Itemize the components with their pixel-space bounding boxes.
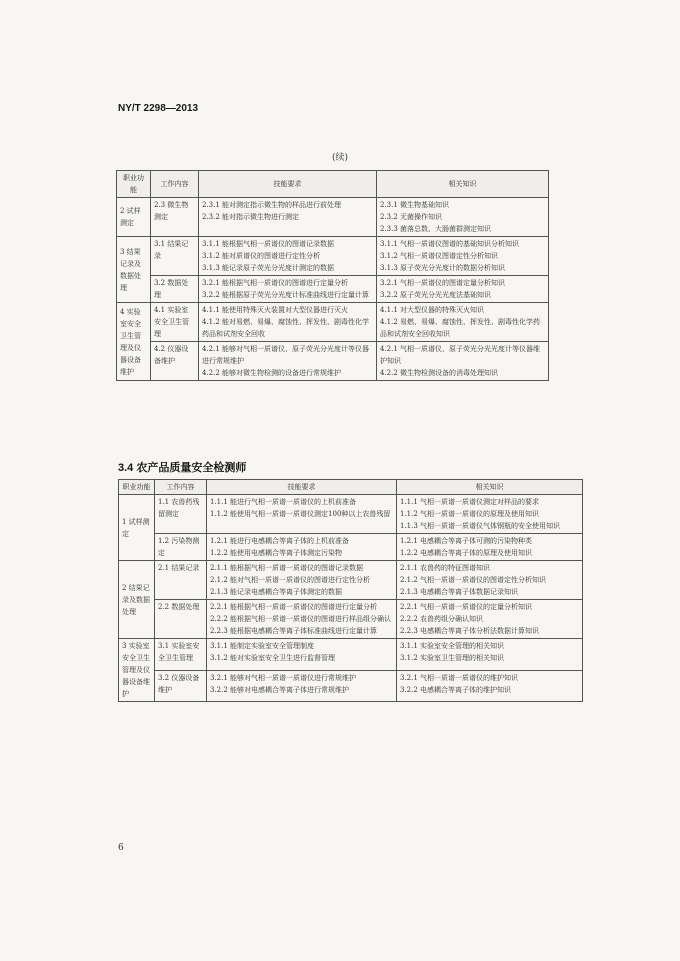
content-cell: 4.2 仪器设备维护 <box>151 342 199 381</box>
knowledge-item: 1.1.1 气相一质谱一质谱仪测定对样品的要求 <box>400 498 540 506</box>
skill-item: 2.2.2 能根据气相一质谱一质谱仪的图谱进行样品组分确认 <box>210 615 392 623</box>
skills-cell <box>199 276 377 303</box>
table-row <box>119 639 583 671</box>
skill-item: 4.2.1 能够对气相一质谱仪、原子荧光分光度计等仪器进行常规维护 <box>202 345 370 365</box>
knowledge-item: 4.1.1 对大型仪器的特殊灭火知识 <box>380 306 485 314</box>
skill-item: 3.1.1 能制定实验室安全管理制度 <box>210 642 315 650</box>
column-header-function: 职业功能 <box>117 171 151 198</box>
knowledge-item: 3.2.2 原子荧光分光光度法基础知识 <box>380 291 492 299</box>
table-row <box>117 342 549 381</box>
skill-item: 3.2.1 能根据气相一质谱仪的图谱进行定量分析 <box>202 279 349 287</box>
content-cell: 3.1 结果记录 <box>151 237 199 276</box>
table-row <box>119 670 583 702</box>
table-row <box>119 600 583 639</box>
content-cell: 4.1 实验室安全卫生管理 <box>151 303 199 342</box>
column-header-function: 职业功能 <box>119 480 155 495</box>
knowledge-item: 1.1.2 气相一质谱一质谱仪的原理及使用知识 <box>400 510 540 518</box>
knowledge-item: 2.3.1 微生物基础知识 <box>380 201 450 209</box>
knowledge-item: 3.1.3 原子荧光分光度计的数据分析知识 <box>380 264 506 272</box>
skill-item: 3.2.2 能够对电感耦合等离子体进行常规维护 <box>210 685 350 694</box>
knowledge-cell <box>377 303 549 342</box>
skill-item: 1.1.1 能进行气相一质谱一质谱仪的上机前准备 <box>210 498 357 506</box>
knowledge-cell <box>397 534 583 561</box>
skill-item: 3.1.3 能记录原子荧光分光度计测定的数据 <box>202 264 335 272</box>
skills-table-inspector <box>118 479 583 702</box>
knowledge-cell <box>377 342 549 381</box>
skill-item: 1.2.2 能使用电感耦合等离子体测定污染物 <box>210 549 343 557</box>
skills-cell <box>199 198 377 237</box>
skill-item: 2.1.3 能记录电感耦合等离子体测定的数据 <box>210 588 343 596</box>
function-cell: 3 实验室安全卫生管理及仪器设备维护 <box>119 639 155 702</box>
table-row <box>117 237 549 276</box>
table-row <box>119 561 583 600</box>
knowledge-cell <box>397 561 583 600</box>
knowledge-item: 3.2.1 气相一质谱仪的图谱定量分析知识 <box>380 279 506 287</box>
knowledge-item: 2.2.1 气相一质谱一质谱仪的定量分析知识 <box>400 603 533 611</box>
skill-item: 3.2.2 能根据原子荧光分光度计标准曲线进行定量计算 <box>202 291 370 299</box>
table-row <box>119 534 583 561</box>
skill-item: 2.2.3 能根据电感耦合等离子体标准曲线进行定量计算 <box>210 627 378 635</box>
skills-cell <box>207 639 397 671</box>
function-cell: 2 结果记录及数据处理 <box>119 561 155 639</box>
knowledge-item: 4.2.1 气相一质谱仪、原子荧光分光光度计等仪器维护知识 <box>380 345 541 365</box>
skills-cell <box>199 237 377 276</box>
knowledge-item: 2.1.3 电感耦合等离子体数据记录知识 <box>400 588 519 596</box>
column-header-skills: 技能要求 <box>207 480 397 495</box>
column-header-content: 工作内容 <box>155 480 207 495</box>
knowledge-item: 2.3.2 无菌操作知识 <box>380 213 443 221</box>
knowledge-item: 3.2.2 电感耦合等离子体的维护知识 <box>400 685 512 694</box>
skills-cell <box>207 534 397 561</box>
content-cell: 2.3 微生物测定 <box>151 198 199 237</box>
knowledge-item: 3.2.1 气相一质谱一质谱仪的维护知识 <box>400 673 519 682</box>
knowledge-cell <box>377 276 549 303</box>
knowledge-item: 4.2.2 微生物检测设备的消毒处理知识 <box>380 369 499 377</box>
knowledge-cell <box>397 639 583 671</box>
skill-item: 2.2.1 能根据气相一质谱一质谱仪的图谱进行定量分析 <box>210 603 378 611</box>
content-cell: 2.1 结果记录 <box>155 561 207 600</box>
table-row <box>119 495 583 534</box>
table-row <box>117 303 549 342</box>
knowledge-cell <box>397 495 583 534</box>
function-cell: 1 试样测定 <box>119 495 155 561</box>
table-continued-caption: (续) <box>331 153 349 163</box>
knowledge-item: 2.1.1 农兽药的特征图谱知识 <box>400 564 491 572</box>
knowledge-item: 3.1.2 气相一质谱仪图谱定性分析知识 <box>380 252 499 260</box>
content-cell: 1.1 农兽药残留测定 <box>155 495 207 534</box>
skill-item: 2.1.2 能对气相一质谱一质谱仪的图谱进行定性分析 <box>210 576 371 584</box>
function-cell: 4 实验室安全卫生管理及仪器设备维护 <box>117 303 151 381</box>
skill-item: 3.1.2 能对质谱仪的图谱进行定性分析 <box>202 252 321 260</box>
skills-cell <box>207 600 397 639</box>
knowledge-cell <box>377 237 549 276</box>
skill-item: 2.3.2 能对指示微生物进行测定 <box>202 213 300 221</box>
skills-cell <box>207 495 397 534</box>
skills-cell <box>207 670 397 702</box>
skill-item: 1.2.1 能进行电感耦合等离子体的上机前准备 <box>210 537 350 545</box>
knowledge-item: 1.2.1 电感耦合等离子体可测的污染物种类 <box>400 537 533 545</box>
column-header-knowledge: 相关知识 <box>397 480 583 495</box>
knowledge-item: 3.1.2 实验室卫生管理的相关知识 <box>400 654 505 662</box>
table-row <box>117 198 549 237</box>
knowledge-cell <box>377 198 549 237</box>
knowledge-item: 4.1.2 易燃、易爆、腐蚀性、挥发性、剧毒性化学药品和试剂安全回收知识 <box>380 318 541 338</box>
knowledge-item: 2.1.2 气相一质谱一质谱仪的图谱定性分析知识 <box>400 576 547 584</box>
table-header-row <box>117 171 549 198</box>
content-cell: 3.2 仪器设备维护 <box>155 670 207 702</box>
skill-item: 3.1.2 能对实验室安全卫生进行监督管理 <box>210 654 336 662</box>
function-cell: 2 试样测定 <box>117 198 151 237</box>
skills-table-continued <box>116 170 549 381</box>
skill-item: 4.1.2 能对易燃、易爆、腐蚀性、挥发性、剧毒性化学药品和试剂安全回收 <box>202 318 370 338</box>
function-cell: 3 结果记录及数据处理 <box>117 237 151 303</box>
skill-item: 2.1.1 能根据气相一质谱一质谱仪的图谱记录数据 <box>210 564 364 572</box>
content-cell: 3.2 数据处理 <box>151 276 199 303</box>
table-header-row <box>119 480 583 495</box>
knowledge-cell <box>397 670 583 702</box>
column-header-knowledge: 相关知识 <box>377 171 549 198</box>
knowledge-item: 3.1.1 实验室安全管理的相关知识 <box>400 642 505 650</box>
knowledge-item: 2.2.3 电感耦合等离子体分析法数据计算知识 <box>400 627 540 635</box>
content-cell: 3.1 实验室安全卫生管理 <box>155 639 207 671</box>
column-header-content: 工作内容 <box>151 171 199 198</box>
knowledge-cell <box>397 600 583 639</box>
knowledge-item: 1.1.3 气相一质谱一质谱仪气体钢瓶的安全使用知识 <box>400 522 561 530</box>
column-header-skills: 技能要求 <box>199 171 377 198</box>
content-cell: 1.2 污染物测定 <box>155 534 207 561</box>
skill-item: 2.3.1 能对测定指示微生物的样品进行前处理 <box>202 201 342 209</box>
document-code: NY/T 2298—2013 <box>118 103 199 114</box>
section-title: 3.4 农产品质量安全检测师 <box>118 462 247 474</box>
table-row <box>117 276 549 303</box>
skills-cell <box>199 342 377 381</box>
skill-item: 4.1.1 能使用特殊灭火装置对大型仪器进行灭火 <box>202 306 349 314</box>
skills-cell <box>207 561 397 600</box>
skills-cell <box>199 303 377 342</box>
knowledge-item: 2.2.2 农兽药组分确认知识 <box>400 615 484 623</box>
knowledge-item: 1.2.2 电感耦合等离子体的原理及使用知识 <box>400 549 533 557</box>
skill-item: 3.1.1 能根据气相一质谱仪的图谱记录数据 <box>202 240 335 248</box>
skill-item: 4.2.2 能够对微生物检测的设备进行常规维护 <box>202 369 342 377</box>
knowledge-item: 3.1.1 气相一质谱仪图谱的基础知识分析知识 <box>380 240 520 248</box>
page-number: 6 <box>118 843 124 853</box>
skill-item: 3.2.1 能够对气相一质谱一质谱仪进行常规维护 <box>210 673 357 682</box>
content-cell: 2.2 数据处理 <box>155 600 207 639</box>
skill-item: 1.1.2 能使用气相一质谱一质谱仪测定100种以上农兽残留 <box>210 510 391 518</box>
knowledge-item: 2.3.3 菌落总数、大肠菌群测定知识 <box>380 225 492 233</box>
